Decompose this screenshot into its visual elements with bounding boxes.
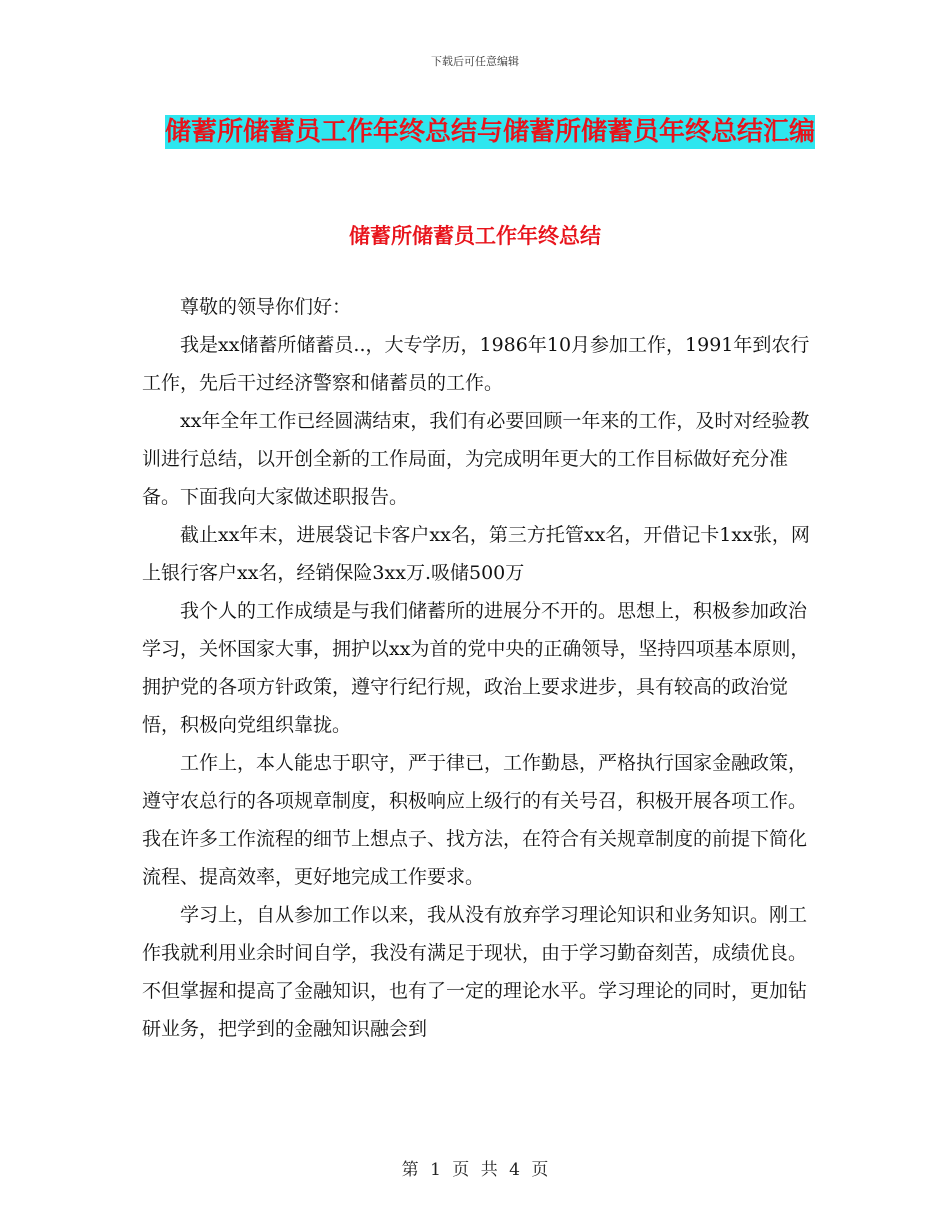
paragraph-work: 工作上，本人能忠于职守，严于律已，工作勤恳，严格执行国家金融政策，遵守农总行的各项规章制度，积极响应上级行的有关号召，积极开展各项工作。我在许多工作流程的细节上想点子、找方法，在符合有关规章制度的前提下简化流程、提高效率，更好地完成工作要求。 xyxy=(142,752,808,888)
document-title-text: 储蓄所储蓄员工作年终总结与储蓄所储蓄员年终总结汇编 xyxy=(164,117,815,147)
page-number: 第 1 页 共 4 页 xyxy=(401,1160,549,1180)
paragraph-results: 截止xx年末，进展袋记卡客户xx名，第三方托管xx名，开借记卡1xx张，网上银行客户xx名，经销保险3xx万.吸储500万 xyxy=(142,524,810,584)
paragraph-study: 学习上，自从参加工作以来，我从没有放弃学习理论知识和业务知识。刚工作我就利用业余时间自学，我没有满足于现状，由于学习勤奋刻苦，成绩优良。不但掌握和提高了金融知识，也有了一定的理论水平。学习理论的同时，更加钻研业务，把学到的金融知识融会到 xyxy=(142,904,808,1040)
page-header-note: 下载后可任意编辑 xyxy=(431,55,519,68)
section-title: 储蓄所储蓄员工作年终总结 xyxy=(349,224,601,248)
paragraph-review: xx年全年工作已经圆满结束，我们有必要回顾一年来的工作，及时对经验教训进行总结，以开创全新的工作局面，为完成明年更大的工作目标做好充分准备。下面我向大家做述职报告。 xyxy=(142,410,810,508)
document-title xyxy=(140,108,840,156)
paragraph-greeting: 尊敬的领导你们好： xyxy=(180,296,352,318)
paragraph-intro: 我是xx储蓄所储蓄员..，大专学历，1986年10月参加工作，1991年到农行工作，先后干过经济警察和储蓄员的工作。 xyxy=(142,334,810,394)
document-body xyxy=(142,288,814,1048)
paragraph-ideology: 我个人的工作成绩是与我们储蓄所的进展分不开的。思想上，积极参加政治学习，关怀国家大事，拥护以xx为首的党中央的正确领导，坚持四项基本原则，拥护党的各项方针政策，遵守行纪行规，政治上要求进步，具有较高的政治觉悟，积极向党组织靠拢。 xyxy=(142,600,810,736)
